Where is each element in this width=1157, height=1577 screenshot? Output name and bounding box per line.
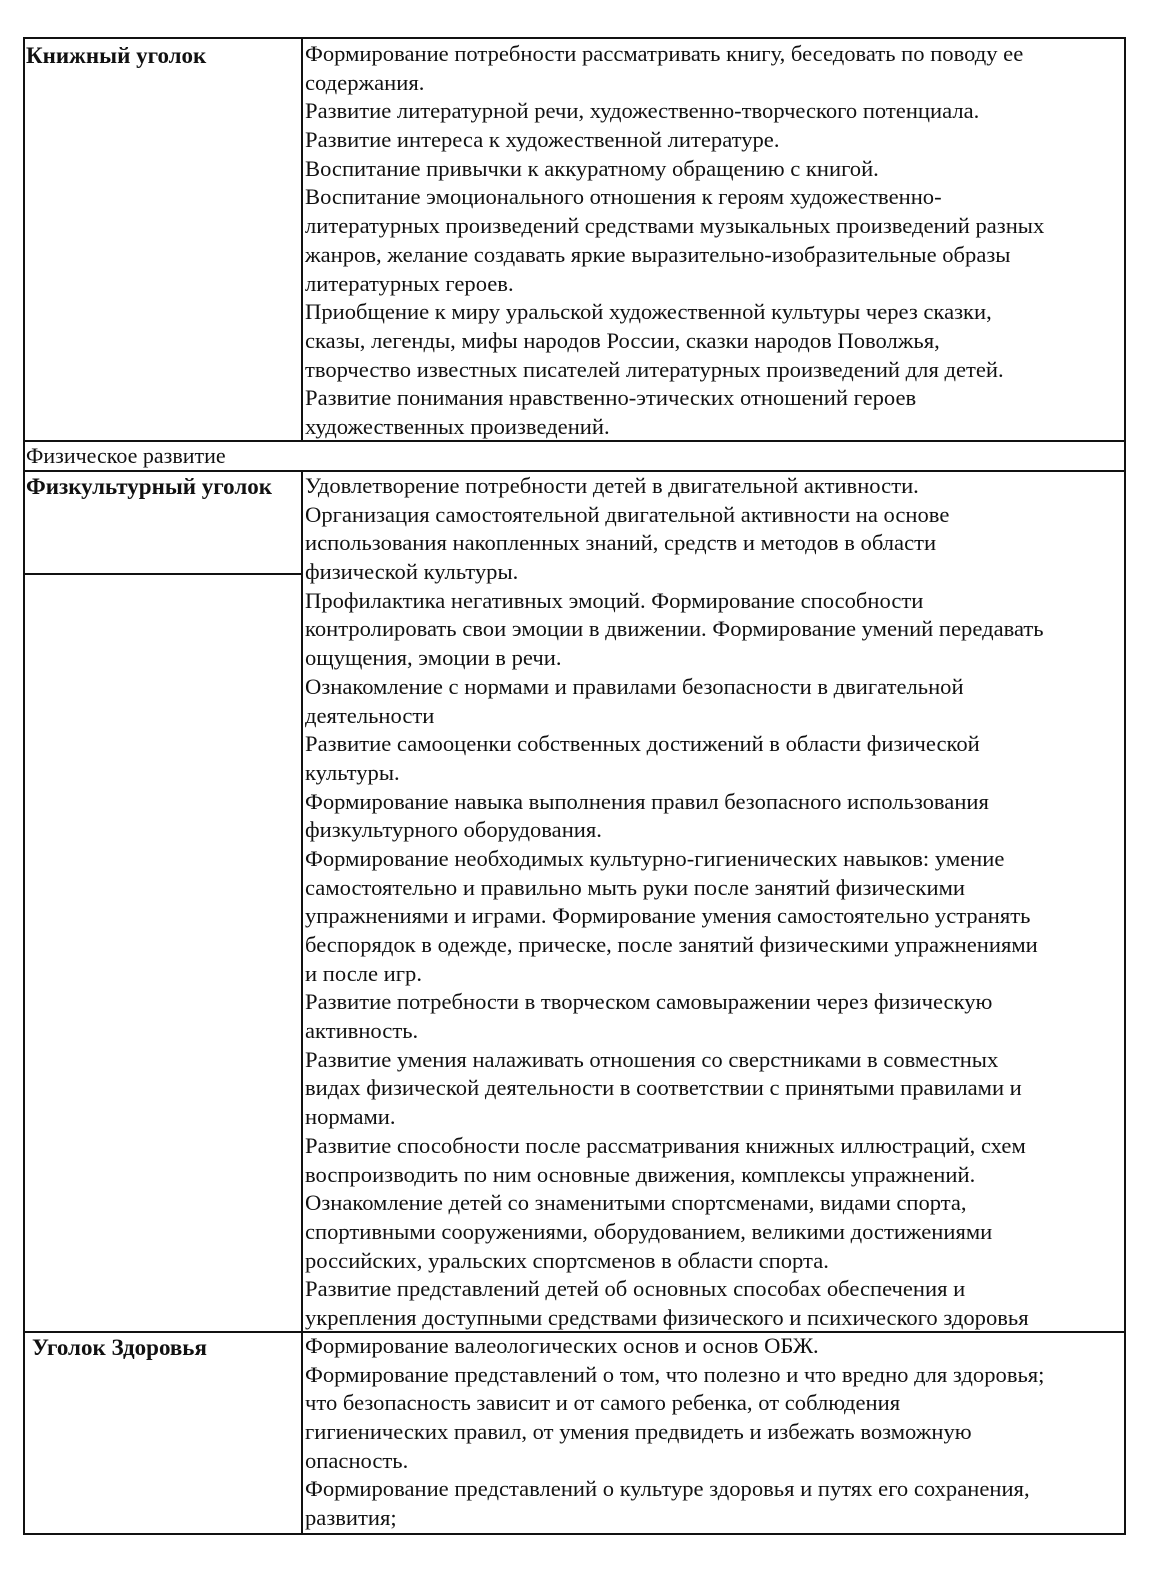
description-line: опасность. bbox=[305, 1447, 409, 1473]
description-line: физической культуры. bbox=[305, 559, 519, 585]
description-line: Удовлетворение потребности детей в двигательной активности. bbox=[305, 473, 919, 498]
cell-divider bbox=[23, 573, 303, 575]
table-border-top bbox=[23, 37, 1126, 39]
sport-corner-description bbox=[305, 472, 1123, 1333]
description-line: российских, уральских спортсменов в области спорта. bbox=[305, 1247, 829, 1273]
description-line: литературных произведений средствами музыкальных произведений разных bbox=[305, 213, 1045, 239]
description-line: творчество известных писателей литературных произведений для детей. bbox=[305, 356, 1004, 382]
description-line: деятельности bbox=[305, 702, 435, 728]
table-border-bottom bbox=[23, 1533, 1126, 1535]
description-line: культуры. bbox=[305, 759, 400, 785]
description-line: Формирование навыка выполнения правил безопасного использования bbox=[305, 788, 989, 814]
description-line: Формирование представлений о том, что полезно и что вредно для здоровья; bbox=[305, 1361, 1045, 1387]
description-line: воспроизводить по ним основные движения, комплексы упражнений. bbox=[305, 1161, 976, 1187]
description-line: развития; bbox=[305, 1505, 397, 1531]
description-line: контролировать свои эмоции в движении. Формирование умений передавать bbox=[305, 616, 1044, 642]
description-line: упражнениями и играми. Формирование умения самостоятельно устранять bbox=[305, 903, 1031, 929]
description-line: художественных произведений. bbox=[305, 413, 610, 439]
description-line: Воспитание эмоционального отношения к героям художественно- bbox=[305, 184, 942, 210]
description-line: Формирование представлений о культуре здоровья и путях его сохранения, bbox=[305, 1476, 1030, 1502]
description-line: беспорядок в одежде, прическе, после занятий физическими упражнениями bbox=[305, 932, 1038, 957]
description-line: что безопасность зависит и от самого ребенка, от соблюдения bbox=[305, 1390, 901, 1416]
document-table bbox=[23, 37, 1126, 1535]
description-line: Организация самостоятельной двигательной активности на основе bbox=[305, 501, 950, 527]
description-line: содержания. bbox=[305, 69, 425, 95]
description-line: использования накопленных знаний, средств и методов в области bbox=[305, 530, 937, 556]
description-line: Формирование необходимых культурно-гигиенических навыков: умение bbox=[305, 845, 1005, 871]
description-line: и после игр. bbox=[305, 960, 422, 986]
description-line: сказы, легенды, мифы народов России, сказки народов Поволжья, bbox=[305, 327, 940, 353]
description-line: видах физической деятельности в соответствии с принятыми правилами и bbox=[305, 1075, 1022, 1101]
description-line: Формирование валеологических основ и основ ОБЖ. bbox=[305, 1333, 819, 1358]
health-corner-label: Уголок Здоровья bbox=[32, 1335, 207, 1360]
description-line: гигиенических правил, от умения предвидеть и избежать возможную bbox=[305, 1419, 972, 1445]
description-line: Развитие интереса к художественной литературе. bbox=[305, 127, 780, 153]
description-line: нормами. bbox=[305, 1104, 396, 1130]
description-line: Развитие понимания нравственно-этических отношений героев bbox=[305, 385, 917, 411]
description-line: литературных героев. bbox=[305, 270, 514, 296]
description-line: укрепления доступными средствами физического и психического здоровья bbox=[305, 1304, 1029, 1330]
health-corner-description bbox=[305, 1332, 1123, 1533]
description-line: активность. bbox=[305, 1018, 419, 1044]
description-line: Развитие умения налаживать отношения со сверстниками в совместных bbox=[305, 1046, 999, 1072]
column-divider bbox=[301, 37, 303, 442]
description-line: Развитие представлений детей об основных способах обеспечения и bbox=[305, 1276, 966, 1302]
description-line: Профилактика негативных эмоций. Формирование способности bbox=[305, 587, 924, 613]
sport-corner-label: Физкультурный уголок bbox=[26, 474, 273, 499]
section-title: Физическое развитие bbox=[26, 443, 226, 468]
description-line: ощущения, эмоции в речи. bbox=[305, 645, 562, 671]
column-divider bbox=[301, 470, 303, 1535]
description-line: Развитие самооценки собственных достижений в области физической bbox=[305, 731, 980, 757]
description-line: Развитие способности после рассматривания книжных иллюстраций, схем bbox=[305, 1132, 1026, 1158]
table-border-right bbox=[1124, 37, 1126, 1535]
description-line: Развитие потребности в творческом самовыражении через физическую bbox=[305, 989, 993, 1015]
description-line: жанров, желание создавать яркие выразительно-изобразительные образы bbox=[305, 241, 1011, 267]
description-line: физкультурного оборудования. bbox=[305, 817, 602, 843]
book-corner-description bbox=[305, 40, 1123, 442]
description-line: Воспитание привычки к аккуратному обращению с книгой. bbox=[305, 155, 879, 181]
description-line: Приобщение к миру уральской художественной культуры через сказки, bbox=[305, 299, 992, 325]
book-corner-label: Книжный уголок bbox=[26, 43, 207, 68]
table-border-left bbox=[23, 37, 25, 1535]
description-line: самостоятельно и правильно мыть руки после занятий физическими bbox=[305, 874, 965, 900]
description-line: Формирование потребности рассматривать книгу, беседовать по поводу ее bbox=[305, 41, 1024, 66]
description-line: Развитие литературной речи, художественно-творческого потенциала. bbox=[305, 98, 980, 124]
description-line: Ознакомление с нормами и правилами безопасности в двигательной bbox=[305, 673, 964, 699]
description-line: спортивными сооружениями, оборудованием, великими достижениями bbox=[305, 1218, 993, 1244]
description-line: Ознакомление детей со знаменитыми спортсменами, видами спорта, bbox=[305, 1190, 967, 1216]
